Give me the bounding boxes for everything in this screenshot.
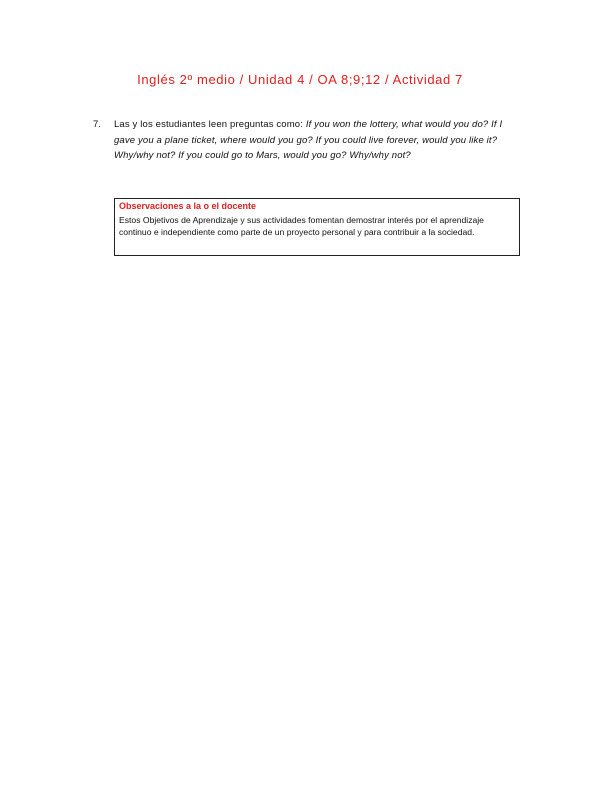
page-title: Inglés 2º medio / Unidad 4 / OA 8;9;12 / Actividad 7 — [137, 72, 463, 87]
activity-item — [93, 117, 523, 164]
activity-number: 7. — [93, 119, 101, 130]
teacher-note-title: Observaciones a la o el docente — [119, 201, 257, 211]
activity-questions: If you won the lottery, what would you do? If I gave you a plane ticket, where would you go? If you could live forever, would you like it? Why/why not? If you could go to Mars, would you go? Why/why not? — [114, 119, 503, 161]
activity-text — [114, 117, 523, 164]
activity-intro: Las y los estudiantes leen preguntas como: — [114, 119, 306, 130]
teacher-note-box — [114, 198, 520, 256]
teacher-note-body: Estos Objetivos de Aprendizaje y sus actividades fomentan demostrar interés por el aprendizaje continuo e independiente como parte de un proyecto personal y para contribuir a la sociedad. — [119, 215, 484, 237]
